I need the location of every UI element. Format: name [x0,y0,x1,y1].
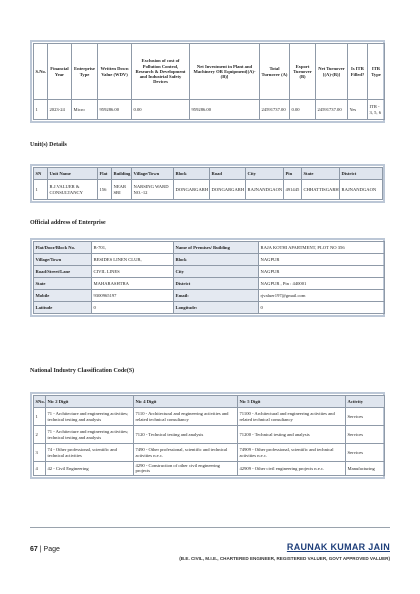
address-label: Flat/Door/Block No. [34,242,92,254]
financial-header: ITR Type [368,44,385,100]
nic-header: Activity [346,396,385,408]
address-label: Latitude [34,302,92,314]
financial-header: Net Investment in Plant and Machinery OR Equipment[(A)-(B)] [190,44,260,100]
financial-header: Enterprise Type [72,44,98,100]
nic-cell: 7490 - Other professional, scientific and technical activities n.e.c. [134,444,238,462]
address-section-title: Official address of Enterprise [30,220,106,226]
address-value: 0 [259,302,385,314]
address-label: Block [174,254,259,266]
nic-cell: 71 - Architecture and engineering activities; technical testing and analysis [46,408,134,426]
author-name: RAUNAK KUMAR JAIN [286,542,390,552]
financial-cell: Yes [348,100,368,120]
units-header: Block [174,168,210,180]
address-table [30,238,385,317]
financial-cell: 1 [34,100,48,120]
financial-cell: 959286.00 [98,100,132,120]
units-header: Building [112,168,132,180]
units-cell: R.J.VALUER & CONSULTANCY [48,180,98,200]
address-value: RAJA KOTHI APARTMENT, PLOT NO 356 [259,242,385,254]
financial-header: S.No. [34,44,48,100]
nic-cell: 42 - Civil Engineering [46,462,134,476]
units-header: Village/Town [132,168,174,180]
units-header: District [340,168,383,180]
units-cell: CHHATTISGARH [302,180,340,200]
nic-cell: 42909 - Other civil engineering projects n.e.c. [238,462,346,476]
financial-header: Written Down Value (WDV) [98,44,132,100]
address-label: City [174,266,259,278]
nic-cell: 74909 - Other professional, scientific and technical activities n.e.c. [238,444,346,462]
page-number [30,546,60,553]
address-value: NAGPUR [259,254,385,266]
nic-cell: 7120 - Technical testing and analysis [134,426,238,444]
nic-header: Nic 4 Digit [134,396,238,408]
nic-cell: Manufacturing [346,462,385,476]
table-row [34,100,385,120]
financial-header: Is ITR Filled? [348,44,368,100]
units-header: Unit Name [48,168,98,180]
address-label: Road/Street/Lane [34,266,92,278]
address-value: NAGPUR [259,266,385,278]
nic-cell: 4 [34,462,46,476]
financial-cell: 24591737.00 [316,100,348,120]
units-section-title: Unit(s) Details [30,142,67,148]
nic-cell: 4290 - Construction of other civil engineering projects [134,462,238,476]
table-row [34,278,385,290]
units-cell: RAJNANDGAON [340,180,383,200]
address-label: Longitude: [174,302,259,314]
address-label: Name of Premises/ Building [174,242,259,254]
financial-header: Financial Year [48,44,72,100]
table-row [34,302,385,314]
table-row [34,408,385,426]
units-header: Road [210,168,246,180]
nic-cell: Services [346,444,385,462]
table-row [34,254,385,266]
financial-header: Net Turnover [(A)-(B)] [316,44,348,100]
address-value: NAGPUR , Pin : 440001 [259,278,385,290]
financial-cell: 0.00 [132,100,190,120]
address-label: District [174,278,259,290]
units-cell: NEAR SBI [112,180,132,200]
page-word: Page [43,546,60,553]
nic-table [30,392,385,479]
units-header: State [302,168,340,180]
financial-cell: ITR - 3, 5, 6 [368,100,385,120]
nic-header: SNo. [34,396,46,408]
financial-cell: 0.00 [290,100,316,120]
nic-cell: 71100 - Architectural and engineering activities and related technical consultancy [238,408,346,426]
author-credentials: (B.E. CIVIL, M.I.E., CHARTERED ENGINEER, REGISTERED VALUER, GOVT APPROVED VALUER) [179,556,390,561]
table-row [34,444,385,462]
table-row [34,462,385,476]
units-cell: 1 [34,180,48,200]
nic-cell: 74 - Other professional, scientific and technical activities [46,444,134,462]
units-cell: NARSING WARD NO.-12 [132,180,174,200]
nic-section-title: National Industry Classification Code(S) [30,368,135,374]
financial-header: Total Turnover (A) [260,44,290,100]
nic-cell: 1 [34,408,46,426]
nic-cell: Services [346,408,385,426]
financial-cell: 2023-24 [48,100,72,120]
units-header: SN [34,168,48,180]
nic-cell: 2 [34,426,46,444]
nic-header: Nic 5 Digit [238,396,346,408]
financial-cell: Micro [72,100,98,120]
units-cell: 156 [98,180,112,200]
financial-header: Exclusion of cost of Pollution Control, Research & Development and Industrial Safety Devices [132,44,190,100]
units-header: Flat [98,168,112,180]
nic-cell: 7110 - Architectural and engineering activities and related technical consultancy [134,408,238,426]
financial-cell: 959286.00 [190,100,260,120]
address-label: Village/Town [34,254,92,266]
table-row [34,242,385,254]
address-value: 9300965197 [92,290,174,302]
table-row [34,290,385,302]
table-row [34,180,383,200]
units-cell: 491445 [284,180,302,200]
nic-cell: Services [346,426,385,444]
table-row [34,266,385,278]
address-value: B-701, [92,242,174,254]
units-header: City [246,168,284,180]
page-number-value: 67 [30,546,38,553]
units-cell: DONGARGARH [210,180,246,200]
address-label: State [34,278,92,290]
units-header: Pin [284,168,302,180]
address-value: BESIDES LINEN CLUB, [92,254,174,266]
nic-cell: 3 [34,444,46,462]
financial-table [30,40,385,123]
nic-cell: 71 - Architecture and engineering activities; technical testing and analysis [46,426,134,444]
footer-divider [30,527,390,528]
email-value: rjvaluer197@gmail.com [259,290,385,302]
nic-cell: 71200 - Technical testing and analysis [238,426,346,444]
units-cell: DONGARGARH [174,180,210,200]
financial-cell: 24591737.00 [260,100,290,120]
table-row [34,426,385,444]
nic-header: Nic 2 Digit [46,396,134,408]
address-label: Email: [174,290,259,302]
financial-header: Export Turnover (B) [290,44,316,100]
units-cell: RAJNANDGAON [246,180,284,200]
address-value: CIVIL LINES [92,266,174,278]
address-value: MAHARASHTRA [92,278,174,290]
address-label: Mobile [34,290,92,302]
page-separator: | [39,546,42,553]
units-table [30,164,385,203]
address-value: 0 [92,302,174,314]
